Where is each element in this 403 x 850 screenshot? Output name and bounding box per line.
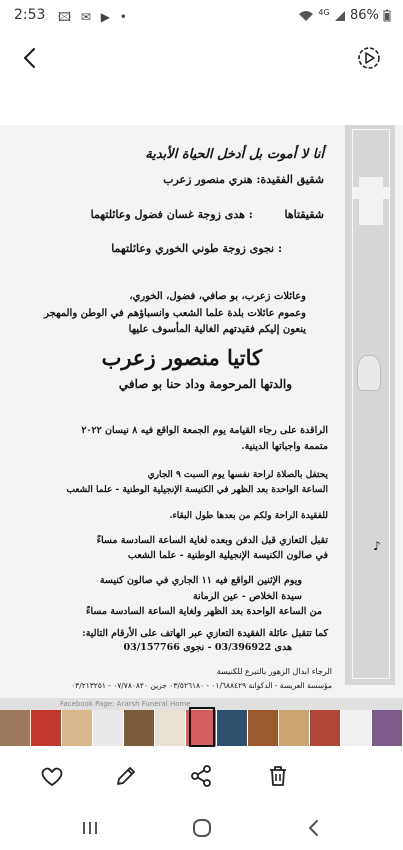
- share-icon: [187, 762, 215, 790]
- gallery-thumbnail[interactable]: [155, 710, 185, 746]
- status-right: [298, 8, 391, 23]
- gallery-thumbnail[interactable]: [341, 710, 371, 746]
- families-line-3: ينعون إليكم فقيدتهم الغالية المأسوف عليها: [128, 324, 306, 335]
- music-note-icon: ♪: [373, 539, 381, 553]
- deceased-name: كاتيا منصور زعرب: [101, 345, 262, 370]
- gallery-thumbnail[interactable]: [0, 710, 30, 746]
- battery-level: 86%: [349, 8, 379, 23]
- lamp-icon: [357, 355, 381, 391]
- gallery-thumbnail[interactable]: [217, 710, 247, 746]
- motion-photo-button[interactable]: [353, 42, 385, 74]
- action-bar: [0, 758, 403, 794]
- gallery-thumbnail[interactable]: [310, 710, 340, 746]
- trash-icon: [264, 762, 292, 790]
- recents-button[interactable]: [76, 814, 104, 842]
- home-button[interactable]: [188, 814, 216, 842]
- edit-button[interactable]: [112, 762, 140, 790]
- paragraph-line: الساعة الواحدة بعد الظهر في الكنيسة الإنجيلية الوطنية - علما الشعب: [66, 485, 328, 495]
- sisters-label: شقيقتاها: [284, 208, 324, 221]
- heart-icon: [38, 762, 66, 790]
- families-line-1: وعائلات زعرب، بو صافي، فضول، الخوري،: [129, 291, 306, 302]
- share-button[interactable]: [187, 762, 215, 790]
- families-line-2: وعموم عائلات بلدة علما الشعب وانسباؤهم في الوطن والمهجر: [44, 308, 306, 319]
- mother-line: والدتها المرحومة وداد حنا بو صافي: [118, 377, 292, 391]
- recents-icon: [76, 814, 104, 842]
- nav-back-button[interactable]: [300, 814, 328, 842]
- network-type: 4G: [318, 8, 330, 17]
- paragraph-line: الراقدة على رجاء القيامة يوم الجمعة الواقع فيه ٨ نيسان ٢٠٢٢: [81, 425, 328, 436]
- status-bar: [0, 0, 403, 32]
- home-icon: [188, 814, 216, 842]
- back-button[interactable]: [14, 42, 46, 74]
- sister-1: : هدى زوجة غسان فضول وعائلتهما: [90, 208, 253, 221]
- motion-photo-icon: [353, 42, 385, 74]
- brother-line: شقيق الفقيدة: هنري منصور زعرب: [163, 173, 324, 186]
- sister-line-2: : نجوى زوجة طوني الخوري وعائلتهما: [111, 242, 282, 255]
- gallery-thumbnail[interactable]: [279, 710, 309, 746]
- viewer-top-bar: [0, 32, 403, 84]
- paragraph-line: كما تتقبل عائلة الفقيدة التعازي عبر الهاتف على الأرقام التالية:: [82, 628, 328, 639]
- gallery-thumbnail[interactable]: [372, 710, 402, 746]
- selected-thumbnail[interactable]: [189, 707, 215, 747]
- navigation-bar: [0, 808, 403, 848]
- paragraph-line: متممة واجباتها الدينية.: [241, 441, 328, 452]
- paragraph-line: من الساعة الواحدة بعد الظهر ولغاية الساعة السادسة مساءً: [86, 606, 322, 617]
- pencil-icon: [112, 762, 140, 790]
- obituary-image[interactable]: [0, 125, 403, 710]
- gallery-thumbnail[interactable]: [93, 710, 123, 746]
- chevron-left-icon: [14, 42, 46, 74]
- signal-icon: [334, 10, 346, 22]
- phone-numbers: هدى 03/396922 - نجوى 03/157766: [123, 642, 292, 653]
- paragraph-line: في صالون الكنيسة الإنجيلية الوطنية - علما الشعب: [127, 550, 328, 561]
- footer-text: Facebook Page: Ararsh Funeral Home: [60, 700, 191, 708]
- gallery-thumbnail[interactable]: [248, 710, 278, 746]
- gallery-thumbnail[interactable]: [124, 710, 154, 746]
- gallery-thumbnail[interactable]: [62, 710, 92, 746]
- paragraph-line: تقبل التعازي قبل الدفن وبعده لغاية الساعة السادسة مساءً: [96, 535, 328, 546]
- battery-icon: [383, 9, 391, 22]
- paragraph-line: ويوم الإثنين الواقع فيه ١١ الجاري في صالون كنيسة: [99, 575, 302, 586]
- back-icon: [300, 814, 328, 842]
- status-time: 2:53: [14, 7, 46, 23]
- paragraph-line: يحتفل بالصلاة لراحة نفسها يوم السبت ٩ الجاري: [147, 470, 328, 480]
- favorite-button[interactable]: [38, 762, 66, 790]
- funeral-home-line: مؤسسة العريسة - الدكوانة ٠١/٦٨٨٤٢٩ - ٠٣/٥٢٦١٨٠ جزين ٠٧/٧٨٠٨٢٠ - ٠٣/٢١٣٢٥١: [71, 681, 332, 690]
- cross-icon: [359, 177, 383, 225]
- delete-button[interactable]: [264, 762, 292, 790]
- quote: أنا لا أموت بل أدخل الحياة الأبدية: [145, 147, 324, 162]
- cross-bar: [353, 187, 389, 199]
- sister-line-1: [91, 208, 324, 221]
- paragraph-line: للفقيدة الراحة ولكم من بعدها طول البقاء.: [169, 511, 328, 521]
- wifi-icon: [298, 10, 314, 22]
- gallery-thumbnail[interactable]: [31, 710, 61, 746]
- paragraph-line: الرجاء ابدال الزهور بالتبرع للكنيسة: [216, 667, 332, 676]
- paragraph-line: سيدة الخلاص - عين الرمانة: [192, 591, 302, 602]
- notification-icons: 🖾 ✉ ▶ •: [58, 10, 130, 24]
